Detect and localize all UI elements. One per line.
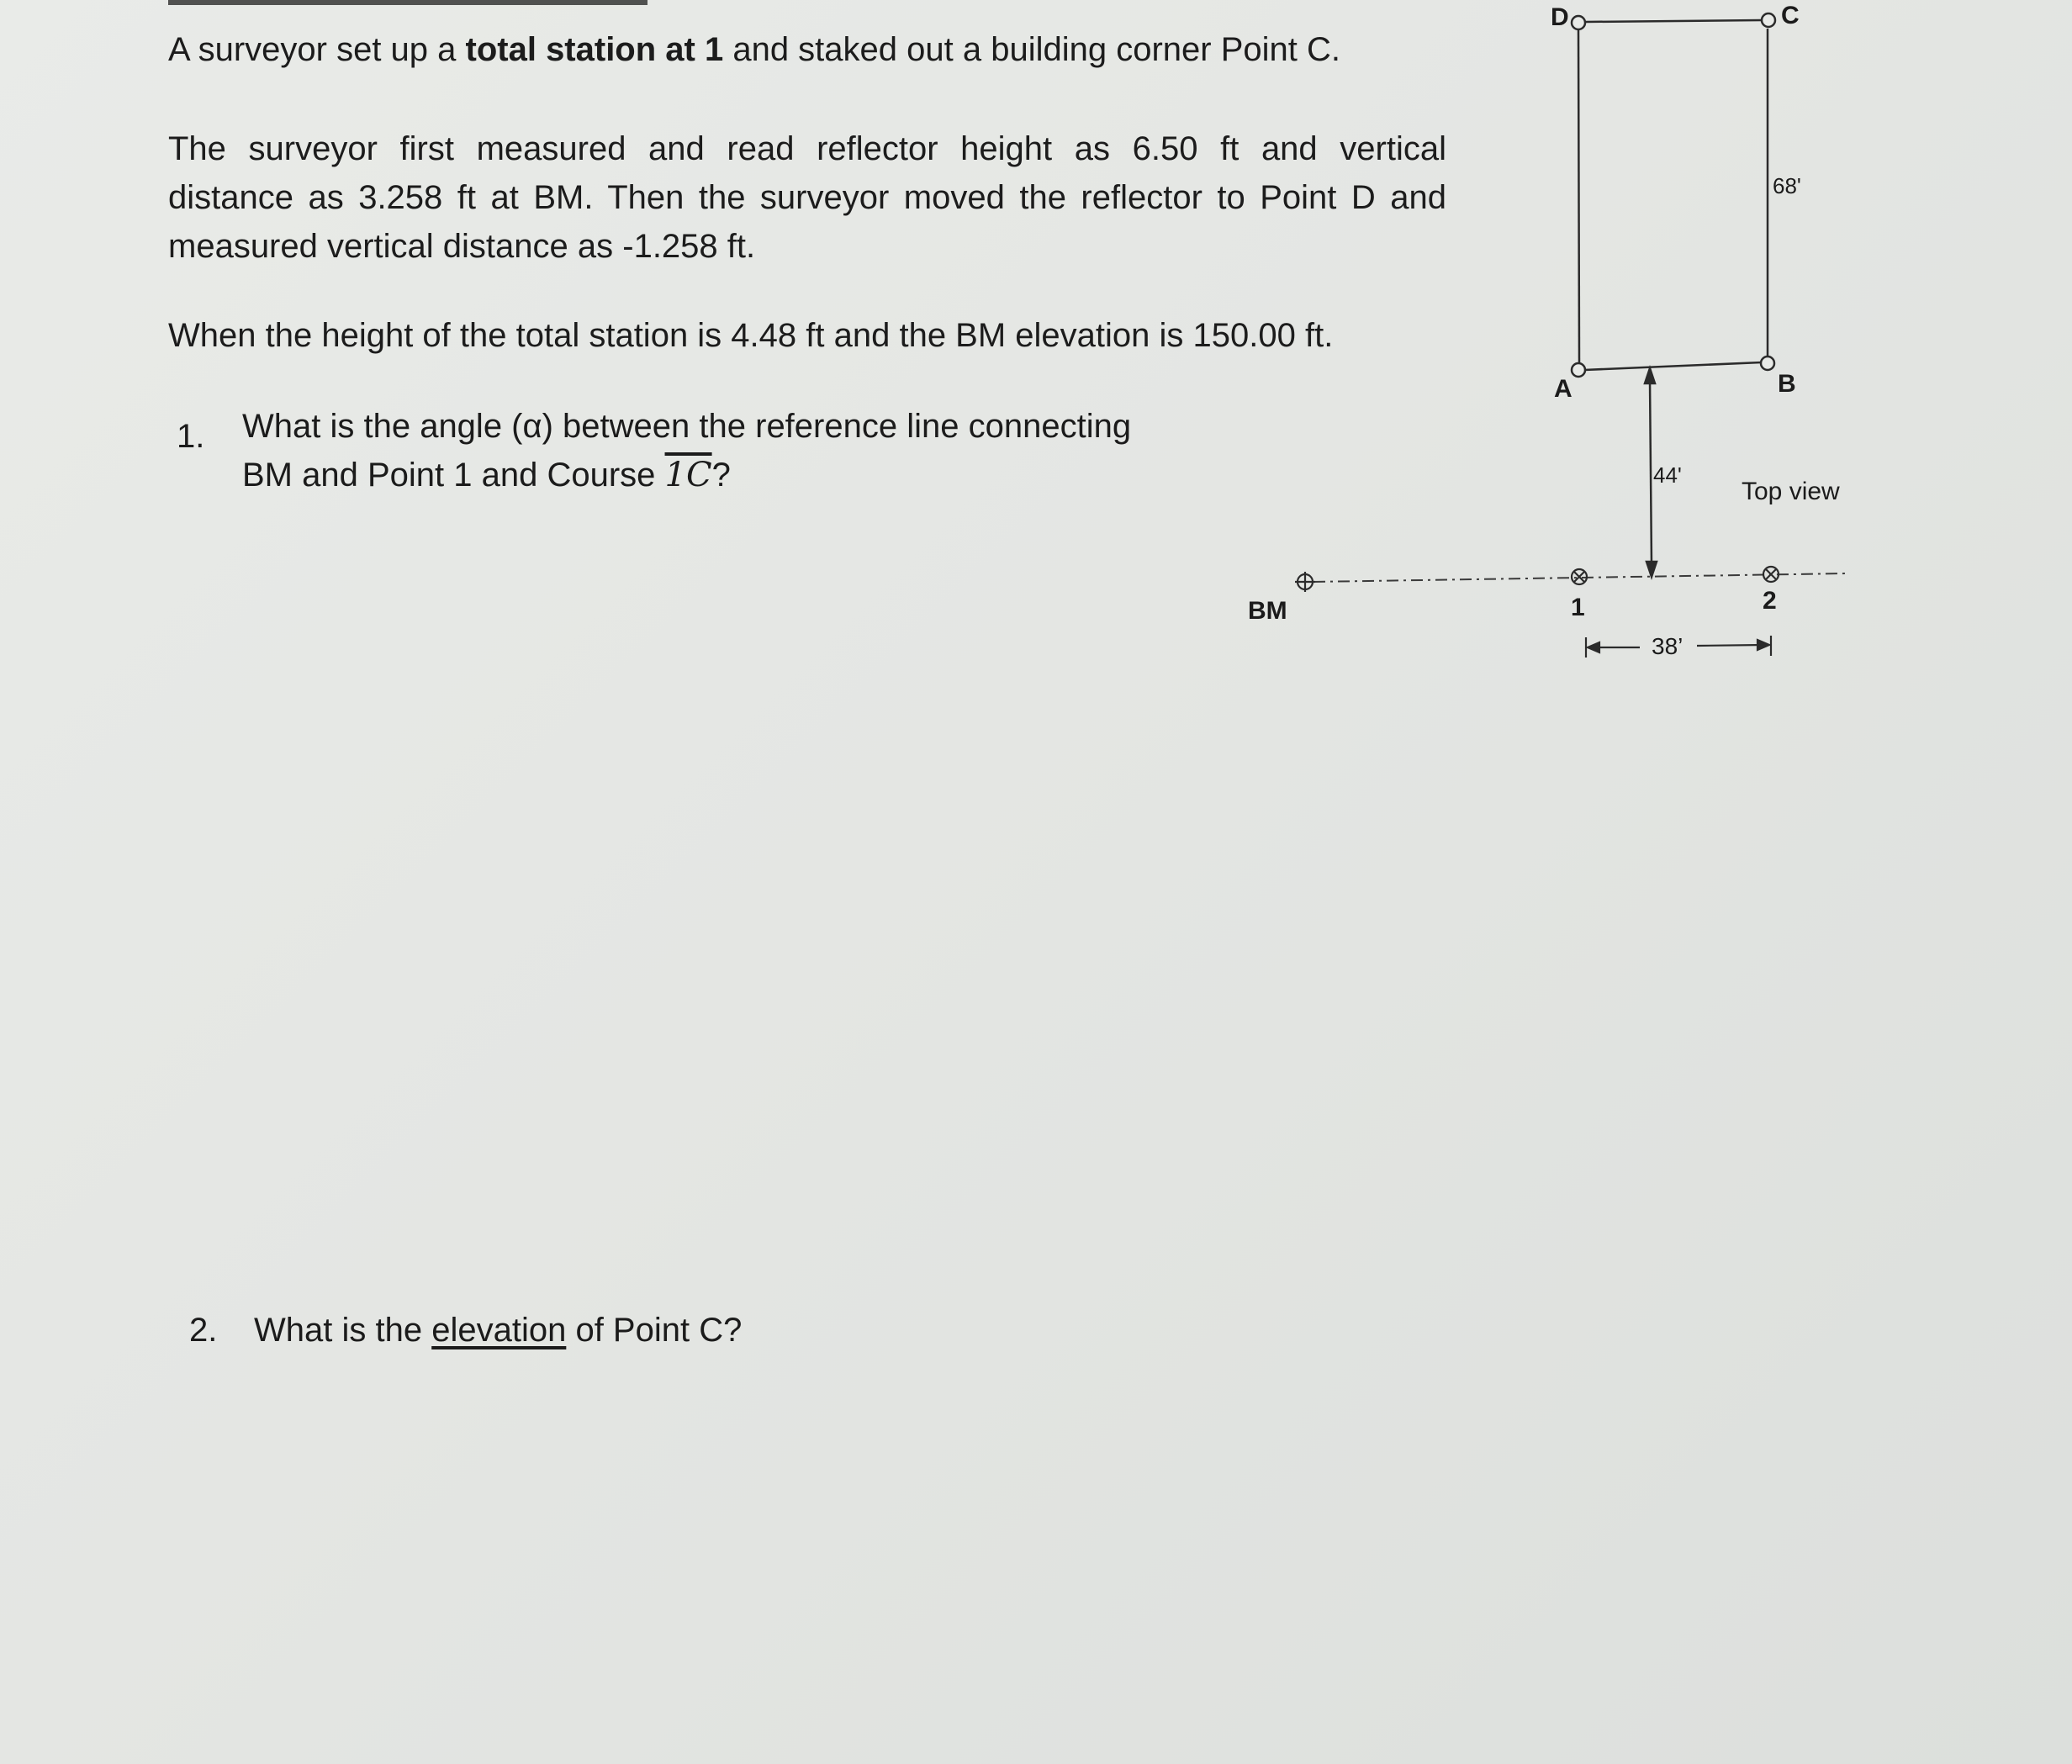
corner-a-marker <box>1572 363 1585 377</box>
spacing-line-right <box>1697 645 1764 646</box>
corner-d-label: D <box>1551 3 1569 31</box>
station-1-label: 1 <box>1571 594 1585 621</box>
top-view-label: Top view <box>1742 478 1840 505</box>
offset-dimension-label: 44' <box>1653 462 1682 488</box>
corner-d-marker <box>1572 16 1585 29</box>
corner-b-marker <box>1761 356 1774 370</box>
corner-b-label: B <box>1778 370 1796 398</box>
spacing-arrow-right <box>1758 640 1769 650</box>
offset-arrow-down <box>1646 562 1657 577</box>
benchmark-icon <box>1295 572 1315 592</box>
station-2-icon <box>1763 567 1779 582</box>
bm-label: BM <box>1248 597 1287 625</box>
corner-c-marker <box>1762 13 1775 27</box>
elevation-line: When the height of the total station is 4.48 ft and the BM elevation is 150.00 ft. <box>168 317 1334 354</box>
measurement-line-1: The surveyor first measured and read reflector height as 6.50 ft and vertical <box>168 130 1446 167</box>
measurement-line-3: measured vertical distance as -1.258 ft. <box>168 228 756 265</box>
building-edge-da <box>1578 30 1579 362</box>
measurement-line-2: distance as 3.258 ft at BM. Then the surveyor moved the reflector to Point D and <box>168 179 1446 216</box>
question-2-number: 2. <box>189 1312 218 1349</box>
building-edge-dc <box>1586 20 1762 22</box>
question-2-elevation-word: elevation <box>431 1312 567 1349</box>
spacing-dimension-label: 38’ <box>1652 633 1684 659</box>
spacing-arrow-left <box>1588 642 1599 652</box>
intro-text-post: and staked out a building corner Point C. <box>723 31 1341 68</box>
intro-text-bold: total station at 1 <box>465 31 724 68</box>
width-dimension-label: 68' <box>1773 173 1801 198</box>
intro-text-pre: A surveyor set up a <box>168 31 466 68</box>
offset-arrow-up <box>1645 368 1655 383</box>
question-2-post: of Point C? <box>566 1312 743 1349</box>
offset-dimension-line <box>1650 380 1652 565</box>
question-1-line-2-post: ? <box>711 457 731 494</box>
building-edge-ab <box>1584 362 1762 370</box>
course-1c-label: 1C <box>664 456 712 494</box>
question-2-pre: What is the <box>254 1312 432 1349</box>
question-1-line-1: What is the angle (α) between the reference line connecting <box>242 408 1132 445</box>
corner-c-label: C <box>1781 2 1800 29</box>
station-2-label: 2 <box>1763 587 1777 615</box>
corner-a-label: A <box>1554 375 1572 403</box>
question-1-line-2-pre: BM and Point 1 and Course <box>242 457 665 494</box>
question-1-number: 1. <box>177 418 205 455</box>
